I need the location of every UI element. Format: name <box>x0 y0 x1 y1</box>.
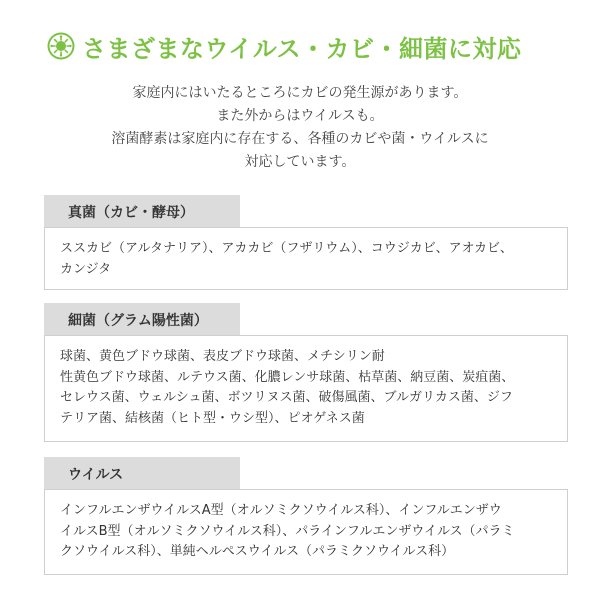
section-body <box>60 501 515 563</box>
intro-line: 対応しています。 <box>244 154 356 170</box>
section-label-text: 真菌（カビ・酵母） <box>68 205 194 221</box>
section-box-bacteria <box>44 335 568 442</box>
section-body <box>60 347 514 429</box>
intro-line: 溶菌酵素は家庭内に存在する、各種のカビや菌・ウイルスに <box>111 131 489 147</box>
body-line: カンジタ <box>60 261 112 277</box>
body-line: 性黄色ブドウ球菌、ルテウス菌、化膿レンサ球菌、枯草菌、納豆菌、炭疽菌、 <box>60 369 515 385</box>
intro-line: 家庭内にはいたるところにカビの発生源があります。 <box>132 85 468 101</box>
section-box-virus <box>44 489 568 575</box>
body-line: 球菌、黄色ブドウ球菌、表皮ブドウ球菌、メチシリン耐 <box>60 349 385 364</box>
title-text: さまざまなウイルス・カビ・細菌に対応 <box>82 34 522 63</box>
section-label-fungi <box>44 195 240 227</box>
page-title <box>46 26 522 66</box>
intro-line: また外からはウイルスも。 <box>216 108 384 124</box>
section-box-fungi <box>44 227 568 290</box>
section-label-virus <box>44 457 240 489</box>
section-label-text: 細菌（グラム陽性菌） <box>68 313 208 329</box>
body-line: セレウス菌、ウェルシュ菌、ボツリヌス菌、破傷風菌、ブルガリカス菌、ジフ <box>60 390 513 405</box>
section-label-text: ウイルス <box>68 467 124 483</box>
body-line: インフルエンザウイルスA型（オルソミクソウイルス科）、インフルエンザウ <box>60 503 502 518</box>
germ-icon <box>46 31 76 61</box>
section-label-bacteria <box>44 303 240 335</box>
body-line: テリア菌、結核菌（ヒト型・ウシ型）、ピオゲネス菌 <box>60 410 365 426</box>
section-body <box>60 239 513 280</box>
intro-text <box>0 82 600 174</box>
body-line: クソウイルス科）、単純ヘルペスウイルス（パラミクソウイルス科） <box>60 544 455 559</box>
body-line: ススカビ（アルタナリア）、アカカビ（フザリウム）、コウジカビ、アオカビ、 <box>60 241 513 256</box>
body-line: イルスB型（オルソミクソウイルス科）、パラインフルエンザウイルス（パラミ <box>60 523 515 539</box>
